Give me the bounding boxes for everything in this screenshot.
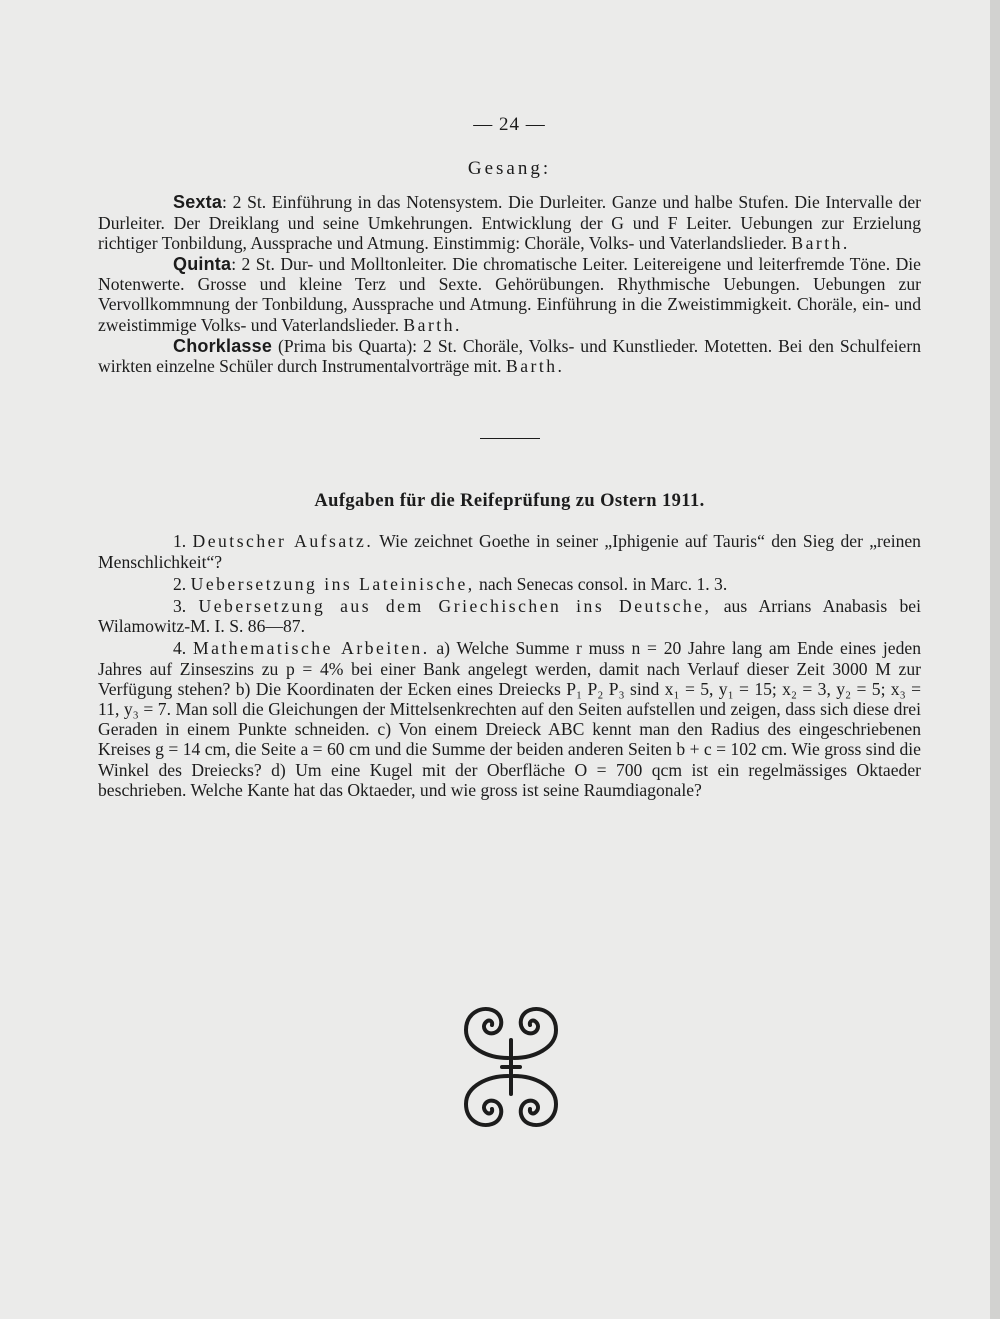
exam-task bbox=[98, 638, 921, 800]
spiral-ornament-icon bbox=[458, 1000, 564, 1134]
section-divider bbox=[480, 438, 540, 439]
task-text: Wie zeichnet Goethe in seiner „Iphigenie auf Tauris“ den Sieg der „reinen Menschlichkeit“? bbox=[98, 531, 921, 572]
class-label: Quinta bbox=[173, 254, 232, 275]
task-heading: Uebersetzung ins Lateinische, bbox=[190, 573, 475, 594]
class-label: Sexta bbox=[173, 192, 223, 213]
teacher-name: Barth. bbox=[505, 356, 565, 377]
task-number: 3. bbox=[173, 596, 187, 617]
page-edge bbox=[990, 0, 1000, 1319]
section-heading-gesang: Gesang: bbox=[467, 158, 552, 180]
paragraph-text: : 2 St. Dur- und Molltonleiter. Die chromatische Leiter. Leitereigene und leiterfremde Töne. Die Notenwerte. Grosse und kleine Terz und Sexte. Gehörübungen. Rhythmische Uebungen. Uebungen zur Vervollkommnung der Tonbildung, Aussprache und Atmung. Einführung in die Zweistimmigkeit. Choräle, ein- und zweistimmige Volks- und Vaterlandslieder. bbox=[98, 254, 921, 335]
teacher-name: Barth. bbox=[403, 314, 462, 335]
task-heading: Deutscher Aufsatz. bbox=[192, 531, 374, 552]
exam-section-title: Aufgaben für die Reifeprüfung zu Ostern 1911. bbox=[314, 491, 705, 512]
paragraph-sexta bbox=[98, 192, 921, 253]
teacher-name: Barth. bbox=[791, 232, 850, 253]
exam-task bbox=[98, 596, 921, 636]
task-number: 4. bbox=[173, 638, 187, 659]
page-content bbox=[98, 115, 921, 800]
task-number: 1. bbox=[173, 531, 187, 552]
task-text: nach Senecas consol. in Marc. 1. 3. bbox=[474, 573, 728, 594]
exam-task bbox=[98, 531, 921, 571]
task-text: aus Arrians Anabasis bei Wilamowitz-M. I. S. 86—87. bbox=[98, 596, 921, 637]
page-number: — 24 — bbox=[473, 114, 546, 135]
paragraph-quinta bbox=[98, 254, 921, 335]
exam-task bbox=[98, 574, 921, 594]
task-heading: Uebersetzung aus dem Griechischen ins Deutsche, bbox=[198, 596, 712, 617]
paragraph-chorklasse bbox=[98, 336, 921, 376]
task-number: 2. bbox=[173, 573, 187, 594]
task-text: a) Welche Summe r muss n = 20 Jahre lang am Ende eines jeden Jahres auf Zinseszins zu p = 4% bei einer Bank angelegt werden, damit nach Verlauf dieser Zeit 3000 M zur Verfügung stehen? b) Die Koordinaten der Ecken eines Dreiecks P₁ P₂ P₃ sind x₁ = 5, y₁ = 15; x₂ = 3, y₂ = 5; x₃ = 11, y₃ = 7. Man soll die Gleichungen der Mittelsenkrechten auf den Seiten aufstellen und zeigen, dass sich diese drei Geraden in einem Punkte schneiden. c) Von einem Dreieck ABC kennt man den Radius des eingeschriebenen Kreises g = 14 cm, die Seite a = 60 cm und die Summe der beiden anderen Seiten b + c = 102 cm. Wie gross sind die Winkel des Dreiecks? d) Um eine Kugel mit der Oberfläche O = 700 qcm ist ein regelmässiges Oktaeder beschrieben. Welche Kante hat das Oktaeder, und wie gross ist seine Raumdiagonale? bbox=[98, 638, 921, 800]
task-heading: Mathematische Arbeiten. bbox=[192, 638, 430, 659]
paragraph-text: (Prima bis Quarta): 2 St. Choräle, Volks- und Kunstlieder. Motetten. Bei den Schulfeiern wirkten einzelne Schüler durch Instrumentalvorträge mit. bbox=[98, 335, 921, 377]
class-label: Chorklasse bbox=[173, 335, 273, 356]
paragraph-text: : 2 St. Einführung in das Notensystem. Die Durleiter. Ganze und halbe Stufen. Die Intervalle der Durleiter. Der Dreiklang und seine Umkehrungen. Entwicklung der G und F Leiter. Uebungen zur Erzielung richtiger Tonbildung, Aussprache und Atmung. Einstimmig: Choräle, Volks- und Vaterlandslieder. bbox=[98, 192, 921, 253]
